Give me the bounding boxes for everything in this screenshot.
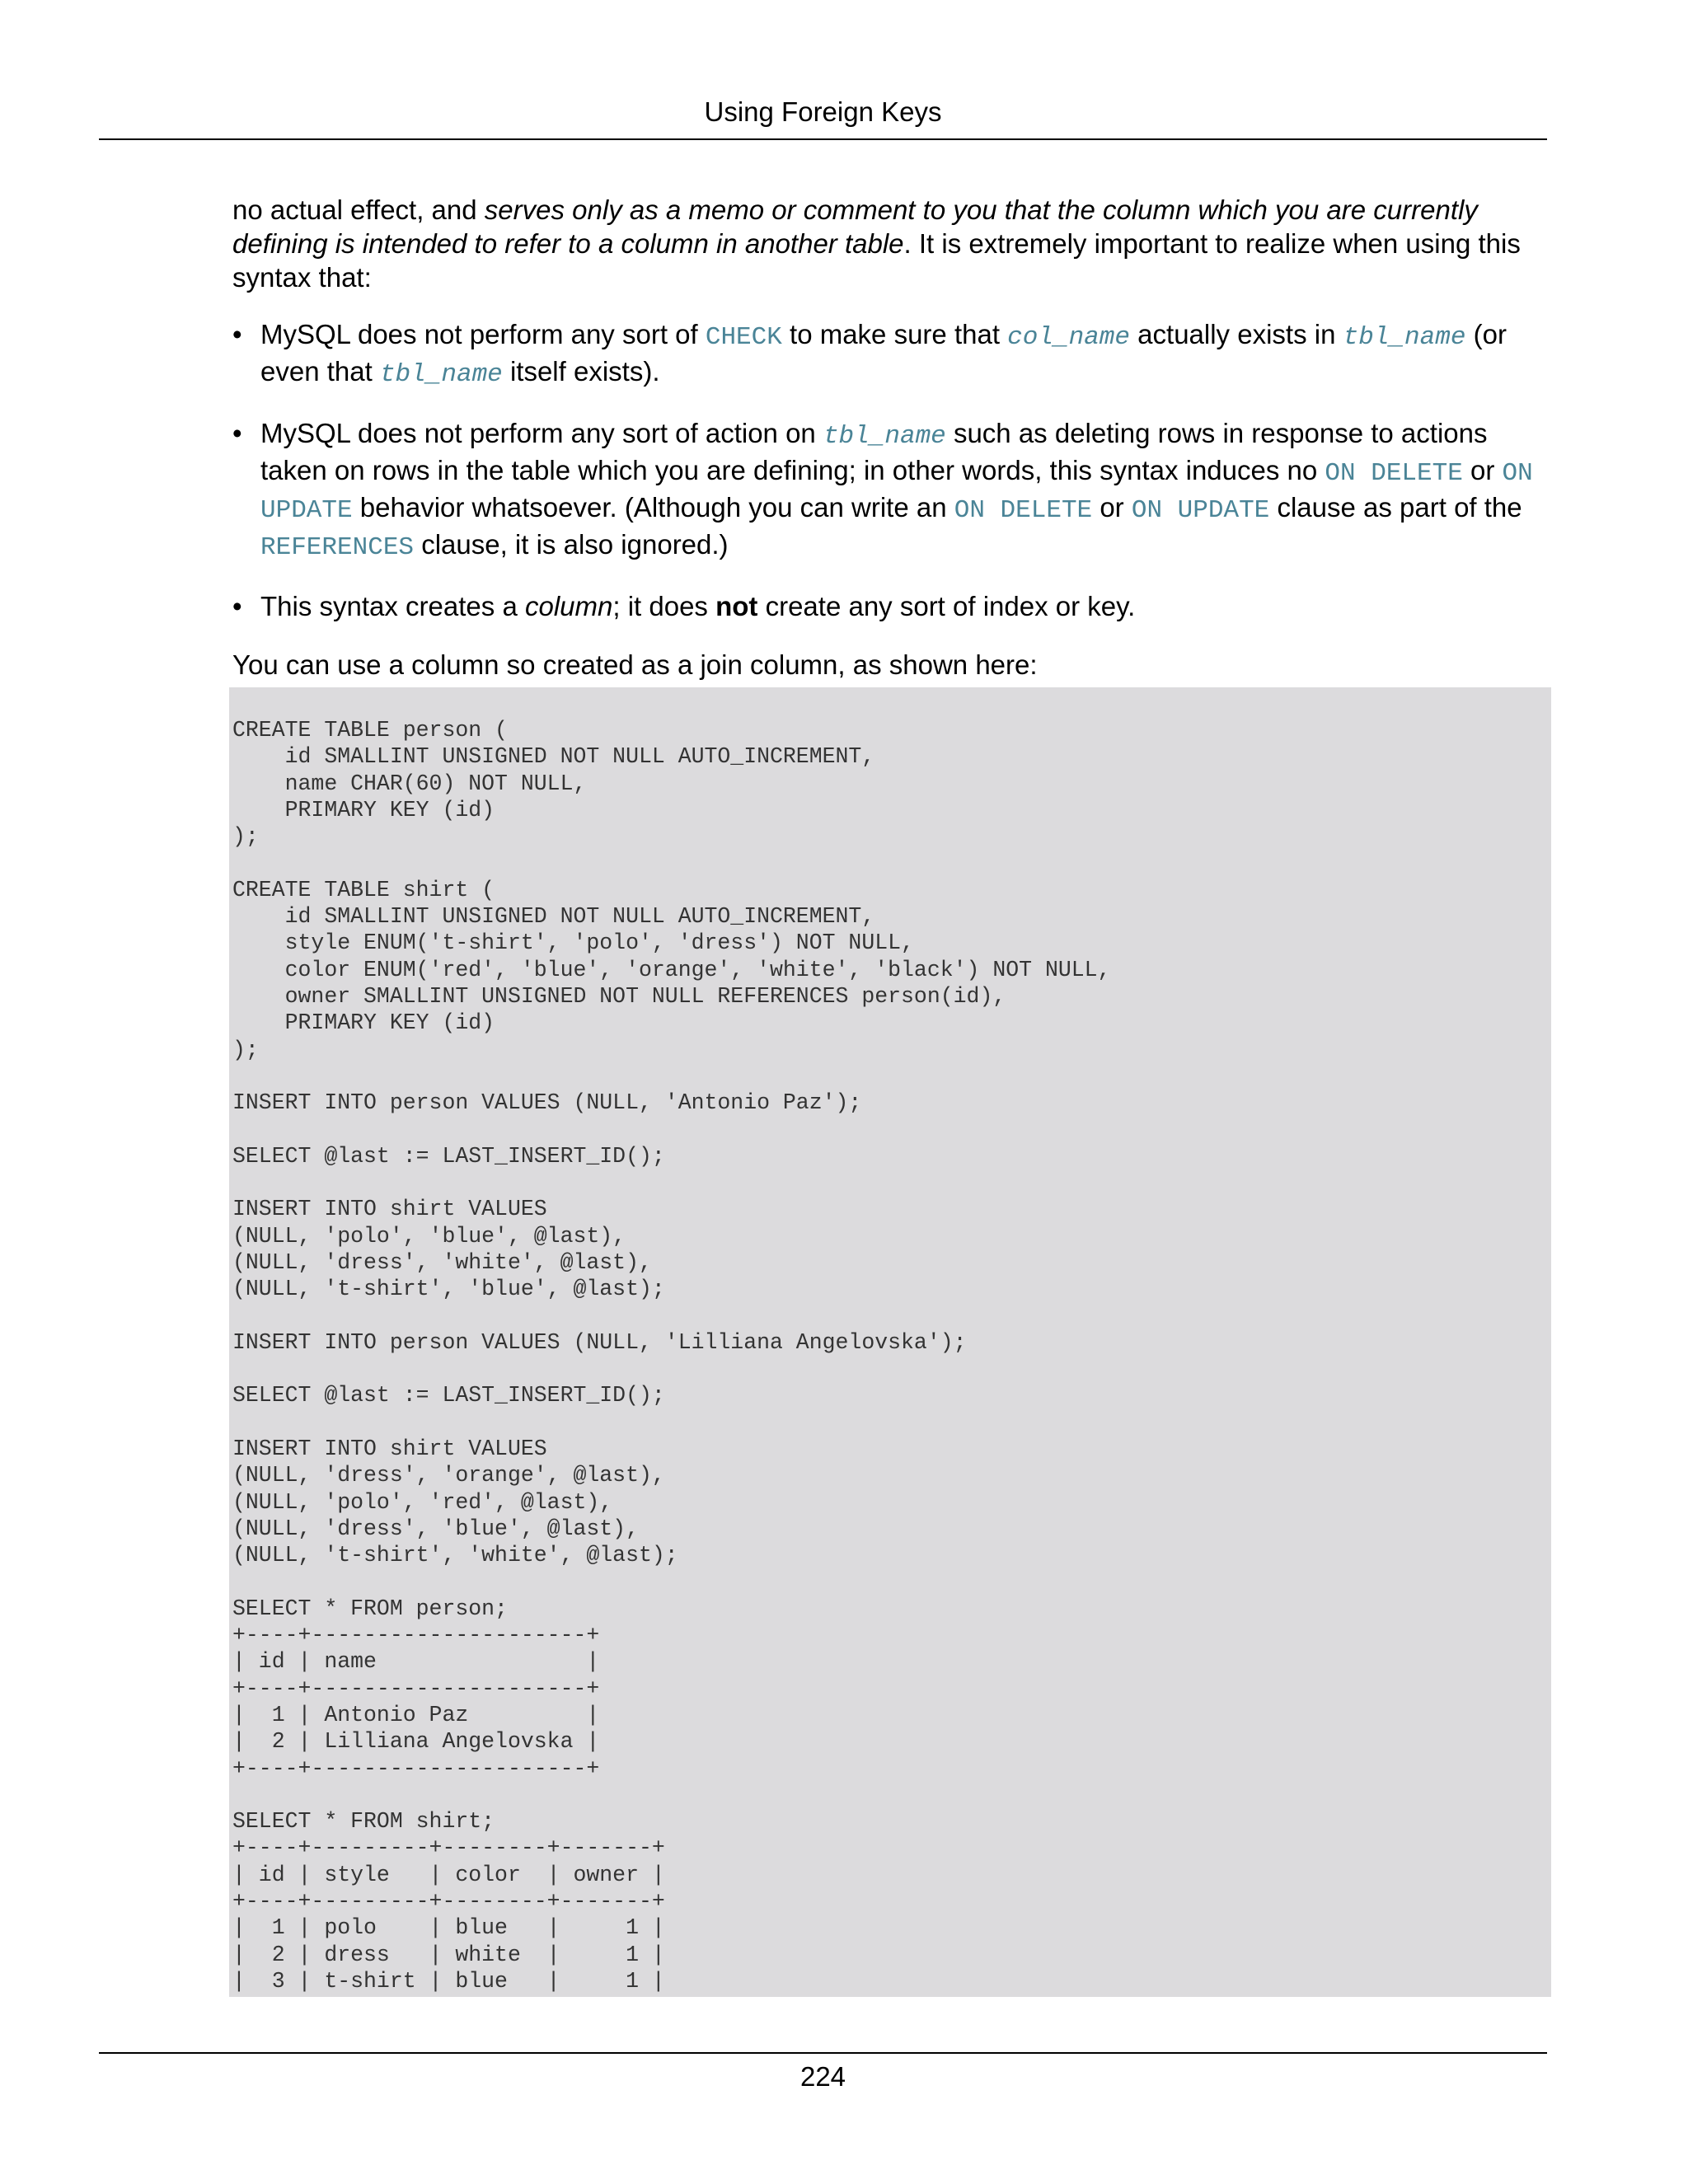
page-header-title: Using Foreign Keys: [704, 96, 942, 127]
code-block: [229, 687, 1551, 1997]
join-column-paragraph: You can use a column so created as a join column, as shown here:: [232, 649, 1038, 680]
bullet-item-action: [232, 416, 1551, 565]
bullet-text: clause, it is also ignored.): [414, 529, 729, 560]
bullet-marker: •: [232, 319, 242, 349]
page-number: 224: [799, 2061, 846, 2092]
inline-code-tbl-name: tbl_name: [1343, 323, 1466, 352]
bullet-text: This syntax creates a: [260, 591, 525, 621]
bullet-text: itself exists).: [502, 356, 660, 387]
inline-code-tbl-name: tbl_name: [823, 422, 946, 451]
bullet-text: MySQL does not perform any sort of action on: [260, 418, 823, 448]
inline-code-on-update: ON UPDATE: [1131, 496, 1270, 525]
inline-code-references: REFERENCES: [260, 533, 415, 562]
bullet-item-check: [232, 317, 1551, 391]
intro-italic-text: serves only as a memo or comment to you that the column which you are currently defining is intended to refer to a column in another table: [232, 194, 1478, 259]
bullet-text: create any sort of index or key.: [757, 591, 1136, 621]
bullet-item-column: [232, 589, 1551, 623]
inline-code-tbl-name: tbl_name: [379, 360, 503, 389]
bullet-text: such as deleting rows in response to actions taken on rows in the table which you are defining; in other words, this syntax induces no: [260, 418, 1488, 485]
bullet-text: MySQL does not perform any sort of: [260, 319, 706, 349]
page-content: [232, 193, 1551, 682]
bullet-text: (or even that: [260, 319, 1507, 387]
bullet-text: ; it does: [612, 591, 716, 621]
italic-column: column: [524, 591, 613, 621]
intro-text-2: . It is extremely important to realize when using this syntax that:: [232, 228, 1521, 293]
bullet-text: actually exists in: [1130, 319, 1343, 349]
intro-paragraph: [232, 193, 1551, 294]
bullet-text: to make sure that: [781, 319, 1008, 349]
code-listing: CREATE TABLE person ( id SMALLINT UNSIGNED NOT NULL AUTO_INCREMENT, name CHAR(60) NOT NULL, PRIMARY KEY (id) ); CREATE TABLE shirt ( id SMALLINT UNSIGNED NOT NULL AUTO_INCREMENT, style ENUM('t-shirt', 'polo', 'dress') NOT NULL, color ENUM('red', 'blue', 'orange', 'white', 'black') NOT NULL, owner SMALLINT UNSIGNED NOT NULL REFERENCES person(id), PRIMARY KEY (id) ); INSERT INTO person VALUES (NULL, 'Antonio Paz'); SELECT @last := LAST_INSERT_ID(); INSERT INTO shirt VALUES (NULL, 'polo', 'blue', @last), (NULL, 'dress', 'white', @last), (NULL, 't-shirt', 'blue', @last); INSERT INTO person VALUES (NULL, 'Lilliana Angelovska'); SELECT @last := LAST_INSERT_ID(); INSERT INTO shirt VALUES (NULL, 'dress', 'orange', @last), (NULL, 'polo', 'red', @last), (NULL, 'dress', 'blue', @last), (NULL, 't-shirt', 'white', @last); SELECT * FROM person; +----+---------------------+ | id | name | +----+---------------------+ | 1 | Antonio Paz | | 2 | Lilliana Angelovska | +----+---------------------+ SELECT * FROM shirt; +----+---------+--------+-------+ | id | style | color | owner | +----+---------+--------+-------+ | 1 | polo | blue | 1 | | 2 | dress | white | 1 | | 3 | t-shirt | blue | 1 |: [232, 718, 1111, 1994]
intro-text-1: no actual effect, and: [232, 194, 485, 225]
bullet-text: or: [1092, 492, 1132, 523]
inline-code-check: CHECK: [705, 323, 782, 352]
page-header: [99, 94, 1547, 140]
inline-code-on-update: ON UPDATE: [260, 459, 1533, 525]
page-footer: [99, 2052, 1547, 2095]
bold-not: not: [715, 591, 758, 621]
bullet-text: behavior whatsoever. (Although you can write an: [352, 492, 954, 523]
bullet-marker: •: [232, 591, 242, 621]
inline-code-col-name: col_name: [1007, 323, 1130, 352]
bullet-list: [232, 317, 1551, 623]
bullet-text: clause as part of the: [1269, 492, 1522, 523]
bullet-text: or: [1462, 455, 1503, 485]
inline-code-on-delete: ON DELETE: [954, 496, 1093, 525]
inline-code-on-delete: ON DELETE: [1325, 459, 1463, 488]
bullet-marker: •: [232, 418, 242, 448]
